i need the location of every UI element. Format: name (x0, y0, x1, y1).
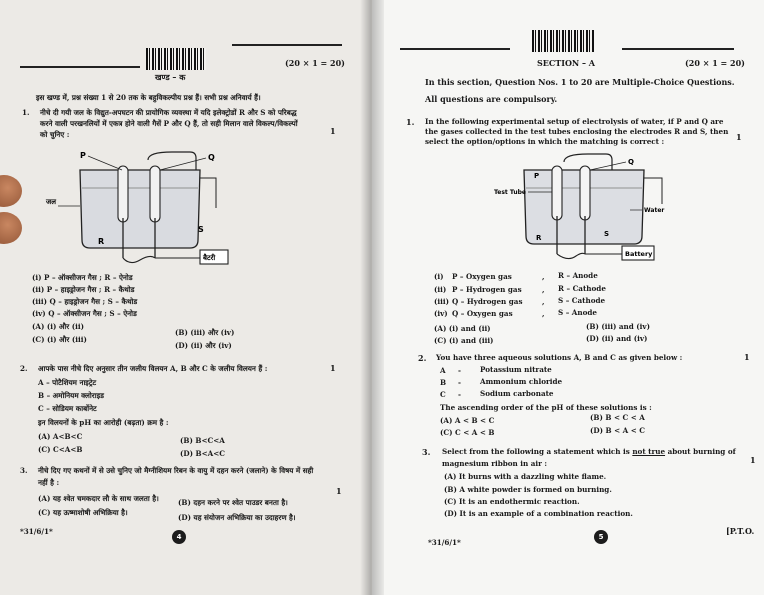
q2-option-d: (D) B<A<C (180, 449, 225, 458)
q3-mark: 1 (750, 455, 756, 465)
left-page (0, 0, 372, 595)
q2-option-b: (B) B<C<A (180, 436, 225, 445)
q3-option-b: (B) दहन करने पर श्वेत पाउडर बनता है। (178, 498, 288, 507)
q2-mark: 1 (330, 363, 336, 373)
header-rule (20, 66, 140, 68)
q3-option-c: (C) It is an endothermic reaction. (444, 497, 580, 506)
q3-option-d: (D) यह संयोजन अभिक्रिया का उदाहरण है। (178, 513, 296, 522)
q3-option-a: (A) It burns with a dazzling white flame. (444, 472, 607, 481)
q1-item-gas: Q – Oxygen gas (452, 309, 513, 318)
q1-text: select the option/options in which the matching is correct : (425, 137, 665, 146)
q3-text: magnesium ribbon in air : (442, 459, 548, 468)
marks: (20 × 1 = 20) (685, 58, 745, 68)
q2-item-dash: - (458, 390, 461, 399)
q1-item-num: (i) (434, 272, 444, 281)
section-intro: इस खण्ड में, प्रश्न संख्या 1 से 20 तक के बहुविकल्पीय प्रश्न हैं। सभी प्रश्न अनिवार्य हैं। (36, 93, 261, 102)
q1-item-sep: , (542, 309, 545, 318)
q1-item-sep: , (542, 285, 545, 294)
q1-mark: 1 (330, 126, 336, 136)
q1-option-b: (B) (iii) and (iv) (586, 322, 650, 331)
q1-item-electrode: S – Anode (558, 308, 597, 317)
s-label: S (604, 230, 610, 238)
page-number: 4 (172, 530, 186, 544)
q1-item: (i) P – ऑक्सीजन गैस ; R – ऐनोड (32, 273, 133, 282)
q1-text: नीचे दी गयी जल के विद्युत-अपघटन की प्रायोगिक व्यवस्था में यदि इलेक्ट्रोडों R और S को परिबद्ध (40, 108, 297, 117)
q1-item-electrode: R – Anode (558, 271, 598, 280)
q2-item-key: C (440, 390, 446, 399)
q2-mark: 1 (744, 352, 750, 362)
electrolysis-diagram (494, 150, 694, 268)
p-label: P (534, 172, 540, 180)
q1-text: the gases collected in the test tubes enclosing the electrodes R and S, then (425, 127, 729, 136)
thumb (0, 175, 22, 207)
q2-item: A – पोटैशियम नाइट्रेट (38, 378, 97, 387)
p-label: P (80, 151, 86, 160)
water-label: जल (46, 198, 56, 206)
q-label: Q (628, 158, 634, 166)
q2-number: 2. (418, 353, 427, 363)
footer-code: *31/6/1* (20, 527, 53, 536)
q2-item-key: A (440, 366, 446, 375)
q1-item-num: (iii) (434, 297, 449, 306)
water-label: Water (644, 207, 665, 214)
q2-item-dash: - (458, 366, 461, 375)
q3-number: 3. (422, 447, 431, 457)
q2-question: The ascending order of the pH of these solutions is : (440, 403, 652, 412)
q2-option-a: (A) A<B<C (38, 432, 83, 441)
page-number: 5 (594, 530, 608, 544)
q1-item-num: (ii) (434, 285, 447, 294)
q-label: Q (208, 153, 215, 162)
q1-item-sep: , (542, 272, 545, 281)
page-gutter (360, 0, 384, 595)
r-label: R (98, 237, 105, 246)
q1-item-sep: , (542, 297, 545, 306)
q1-item-gas: Q – Hydrogen gas (452, 297, 523, 306)
q2-item-dash: - (458, 378, 461, 387)
q3-option-d: (D) It is an example of a combination reaction. (444, 509, 633, 518)
q3-text-end: about burning of (665, 447, 736, 456)
q1-text: In the following experimental setup of electrolysis of water, if P and Q are (425, 117, 724, 126)
q1-item: (ii) P – हाइड्रोजन गैस ; R – कैथोड (32, 285, 135, 294)
q1-item-gas: P – Hydrogen gas (452, 285, 522, 294)
q3-mark: 1 (336, 486, 342, 496)
q2-item: B – अमोनियम क्लोराइड (38, 391, 104, 400)
barcode (146, 48, 206, 70)
q3-text: नीचे दिए गए कथनों में से उसे चुनिए जो मैग्नीशियम रिबन के वायु में दहन करने (जलाने) के विषय में सही (38, 466, 314, 475)
q1-number: 1. (22, 108, 30, 117)
q1-item-gas: P – Oxygen gas (452, 272, 512, 281)
q3-number: 3. (20, 466, 28, 475)
q2-option-c: (C) C < A < B (440, 428, 495, 437)
q2-text: आपके पास नीचे दिए अनुसार तीन जलीय विलयन A, B और C के जलीय विलयन हैं : (38, 364, 268, 373)
header-rule (400, 48, 510, 50)
q1-number: 1. (406, 117, 415, 127)
section-intro: In this section, Question Nos. 1 to 20 are Multiple-Choice Questions. (425, 77, 735, 87)
q3-text-start: Select from the following a statement which is (442, 447, 633, 456)
q1-option-d: (D) (ii) और (iv) (175, 341, 232, 350)
q3-text: नहीं है : (38, 478, 60, 487)
q3-option-c: (C) यह ऊष्माशोषी अभिक्रिया है। (38, 508, 128, 517)
section-title: SECTION – A (537, 58, 595, 68)
q1-item-num: (iv) (434, 309, 448, 318)
q1-option-c: (C) (i) and (iii) (434, 336, 494, 345)
s-label: S (198, 225, 204, 234)
header-rule (232, 44, 342, 46)
right-page (372, 0, 764, 595)
q2-option-a: (A) A < B < C (440, 416, 495, 425)
q2-option-c: (C) C<A<B (38, 445, 83, 454)
q2-text: You have three aqueous solutions A, B and C as given below : (436, 353, 683, 362)
q1-option-c: (C) (i) और (iii) (32, 335, 87, 344)
section-intro: All questions are compulsory. (425, 94, 558, 104)
q2-item: C – सोडियम कार्बोनेट (38, 404, 97, 413)
marks: (20 × 1 = 20) (285, 58, 345, 68)
q1-item-electrode: R – Cathode (558, 284, 606, 293)
section-title: खण्ड – क (155, 72, 186, 82)
q3-option-a: (A) यह श्वेत चमकदार लौ के साथ जलता है। (38, 494, 159, 503)
q1-text: करने वाली परखनलियों में एकत्र होने वाली गैसें P और Q हैं, तो सही मिलान वाले विकल्प/विकल्पों (40, 119, 298, 128)
barcode (532, 30, 594, 52)
q2-question: इन विलयनों के pH का आरोही (बढ़ता) क्रम है : (38, 418, 169, 427)
q1-text: को चुनिए : (40, 130, 70, 139)
thumb (0, 212, 22, 244)
q2-number: 2. (20, 364, 28, 373)
header-rule (622, 48, 734, 50)
q1-item: (iii) Q – हाइड्रोजन गैस ; S – कैथोड (32, 297, 138, 306)
q1-item: (iv) Q – ऑक्सीजन गैस ; S – ऐनोड (32, 309, 137, 318)
test-tube-label: Test Tube (494, 189, 526, 196)
battery-label: Battery (625, 250, 653, 258)
q2-item-name: Potassium nitrate (480, 365, 552, 374)
q1-item-electrode: S – Cathode (558, 296, 606, 305)
q2-item-key: B (440, 378, 447, 387)
r-label: R (536, 234, 542, 242)
q2-option-b: (B) B < C < A (590, 413, 645, 422)
q1-option-a: (A) (i) and (ii) (434, 324, 491, 333)
q1-option-d: (D) (ii) and (iv) (586, 334, 648, 343)
q1-mark: 1 (736, 132, 742, 142)
q2-option-d: (D) B < A < C (590, 426, 645, 435)
q2-item-name: Ammonium chloride (480, 377, 563, 386)
q1-option-a: (A) (i) और (ii) (32, 322, 84, 331)
q3-text (442, 447, 736, 456)
q3-option-b: (B) A white powder is formed on burning. (444, 485, 612, 494)
electrolysis-diagram (40, 148, 260, 270)
battery-label: बैटरी (203, 254, 216, 262)
q1-option-b: (B) (iii) और (iv) (175, 328, 235, 337)
q2-item-name: Sodium carbonate (480, 389, 554, 398)
footer-code: *31/6/1* (428, 538, 461, 547)
q3-text-emphasis: not true (632, 447, 666, 456)
pto-label: [P.T.O. (726, 526, 755, 536)
